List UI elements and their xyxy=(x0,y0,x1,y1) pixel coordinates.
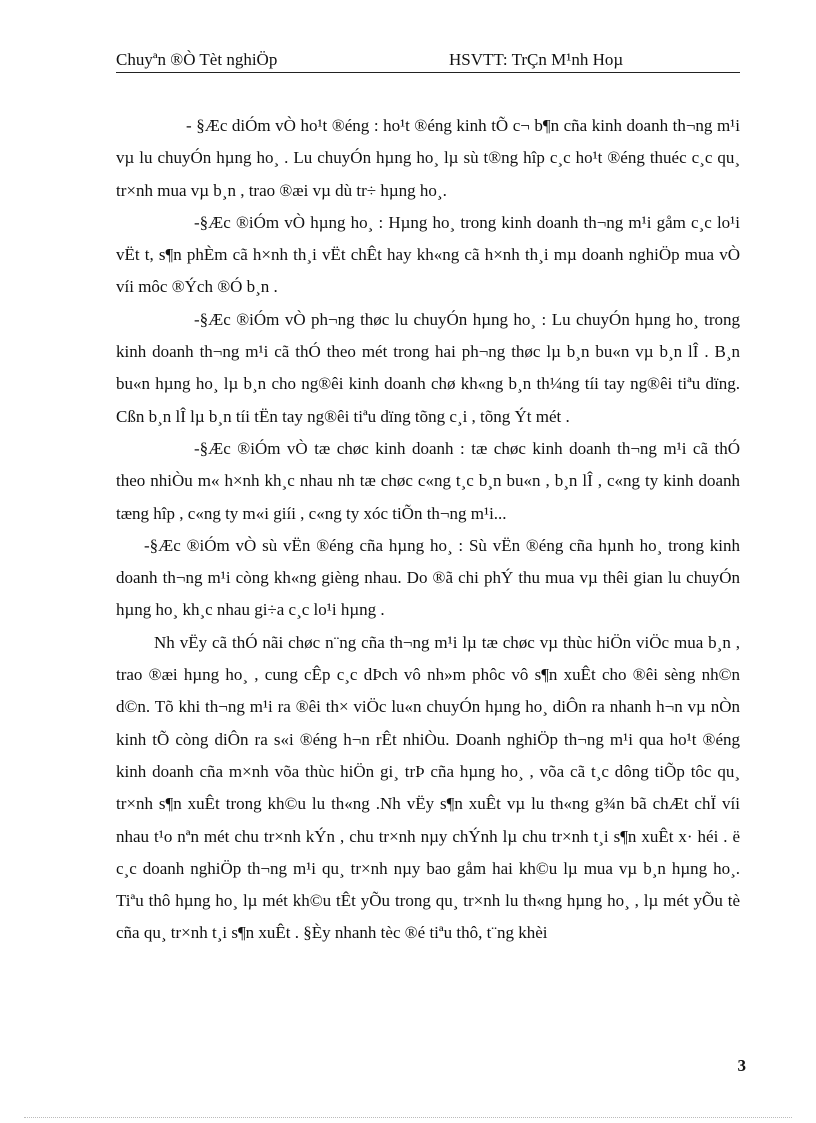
paragraph-activity-characteristics: - §Æc diÓm vÒ ho¹t ®éng : ho¹t ®éng kinh tÕ c¬ b¶n cña kinh doanh th¬ng m¹i vµ lu chuyÓn hµng ho¸ . Lu chuyÓn hµng ho¸ lµ sù t®ng hîp c¸c ho¹t ®éng thuéc c¸c qu¸ tr×nh mua vµ b¸n , trao ®æi vµ dù tr÷ hµng ho¸. xyxy=(116,116,740,200)
header-author: HSVTT: TrÇn M¹nh Hoµ xyxy=(449,50,624,69)
header-document-title: Chuyªn ®Ò Tèt nghiÖp xyxy=(116,50,278,69)
paragraph-circulation-methods: -§Æc ®iÓm vÒ ph¬ng thøc lu chuyÓn hµng ho¸ : Lu chuyÓn hµng ho¸ trong kinh doanh th¬ng m¹i cã thÓ theo mét trong hai ph¬ng thøc lµ b¸n bu«n vµ b¸n lÎ . B¸n bu«n hµng ho¸ lµ b¸n cho ng®êi kinh doanh chø kh«ng b¸n th¼ng tíi tay ng®êi tiªu dïng. Cßn b¸n lÎ lµ b¸n tíi tËn tay ng®êi tiªu dïng tõng c¸i , tõng Ýt mét . xyxy=(116,309,740,426)
paragraph-business-organization: -§Æc ®iÓm vÒ tæ chøc kinh doanh : tæ chøc kinh doanh th¬ng m¹i cã thÓ theo nhiÒu m« h×nh kh¸c nhau nh tæ chøc c«ng t¸c b¸n bu«n , b¸n lÎ , c«ng ty kinh doanh tæng hîp , c«ng ty m«i giíi , c«ng ty xóc tiÕn th¬ng m¹i... xyxy=(116,438,740,523)
paragraph-goods-characteristics: -§Æc ®iÓm vÒ hµng ho¸ : Hµng ho¸ trong kinh doanh th¬ng m¹i gåm c¸c lo¹i vËt t, s¶n phÈm cã h×nh th¸i vËt chÊt hay kh«ng cã h×nh th¸i mµ doanh nghiÖp mua vÒ víi môc ®Ých ®Ó b¸n . xyxy=(116,212,740,297)
page-bottom-divider xyxy=(24,1117,792,1118)
page-number: 3 xyxy=(737,1056,746,1075)
paragraph-commerce-function: Nh vËy cã thÓ nãi chøc n¨ng cña th¬ng m¹i lµ tæ chøc vµ thùc hiÖn viÖc mua b¸n , trao ®æi hµng ho¸ , cung cÊp c¸c dÞch vô nh»m phôc vô s¶n xuÊt cho ®êi sèng nh©n d©n. Tõ khi th¬ng m¹i ra ®êi th× viÖc lu«n chuyÓn hµng ho¸ diÔn ra nhanh h¬n vµ nÒn kinh tÕ còng diÔn ra s«i ®éng h¬n rÊt nhiÒu. Doanh nghiÖp th¬ng m¹i qua ho¹t ®éng kinh doanh cña m×nh võa thùc hiÖn gi¸ trÞ cña hµng ho¸ , võa cã t¸c dông tiÕp tôc qu¸ tr×nh s¶n xuÊt trong kh©u lu th«ng .Nh vËy s¶n xuÊt vµ lu th«ng g¾n bã chÆt chÏ víi nhau t¹o nªn mét chu tr×nh kÝn , chu tr×nh nµy chÝnh lµ chu tr×nh t¸i s¶n xuÊt x· héi . ë c¸c doanh nghiÖp th¬ng m¹i qu¸ tr×nh nµy bao gåm hai kh©u lµ mua vµ b¸n hµng ho¸. Tiªu thô hµng ho¸ lµ mét kh©u tÊt yÕu trong qu¸ tr×nh lu th«ng hµng ho¸ , lµ mét yÕu tè cña qu¸ tr×nh t¸i s¶n xuÊt . §Èy nhanh tèc ®é tiªu thô, t¨ng khèi xyxy=(116,632,740,943)
body-text xyxy=(116,110,740,950)
page-header xyxy=(116,50,740,73)
paragraph-goods-movement: -§Æc ®iÓm vÒ sù vËn ®éng cña hµng ho¸ : Sù vËn ®éng cña hµnh ho¸ trong kinh doanh th¬ng m¹i còng kh«ng gièng nhau. Do ®ã chi phÝ thu mua vµ thêi gian lu chuyÓn hµng ho¸ kh¸c nhau gi÷a c¸c lo¹i hµng . xyxy=(116,535,740,620)
